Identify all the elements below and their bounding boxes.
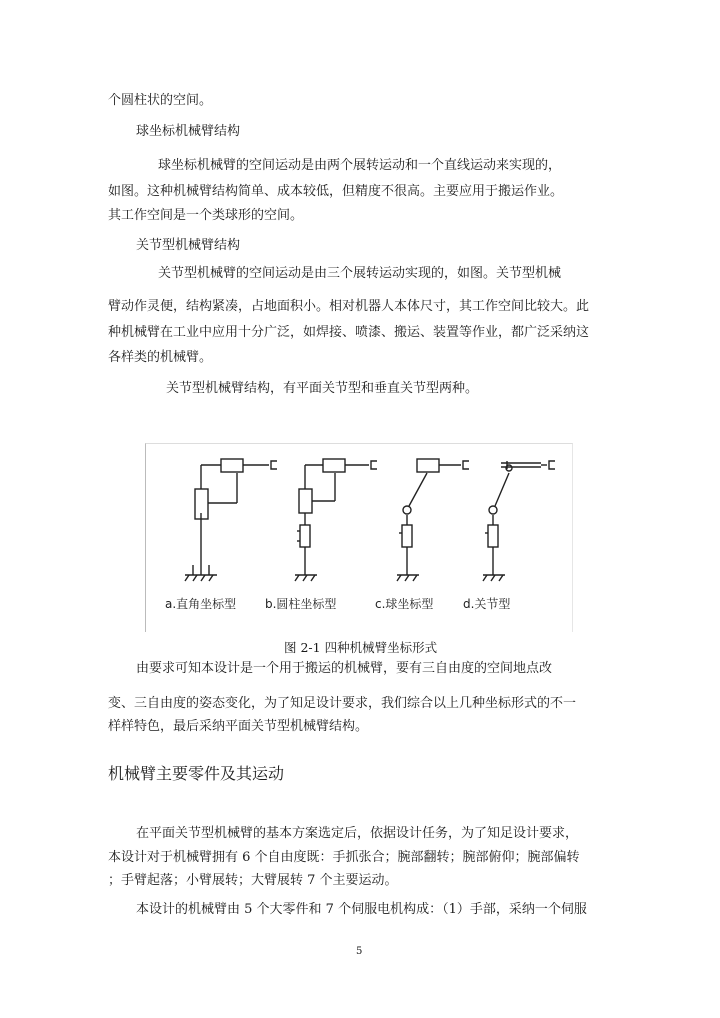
body-line: 个圆柱状的空间。 bbox=[108, 93, 213, 108]
body-line: 本设计的机械臂由 5 个大零件和 7 个伺服电机构成：（1）手部，采纳一个伺服 bbox=[136, 902, 587, 917]
body-line: 如图。这种机械臂结构简单、成本较低，但精度不很高。主要应用于搬运作业。 bbox=[108, 184, 564, 199]
cylindrical-robot-sketch bbox=[295, 459, 377, 581]
section-heading: 机械臂主要零件及其运动 bbox=[108, 764, 285, 783]
body-line: 各样类的机械臂。 bbox=[108, 350, 213, 365]
figure-label-b: b.圆柱坐标型 bbox=[265, 597, 337, 611]
body-line: 样样特色，最后采纳平面关节型机械臂结构。 bbox=[108, 719, 369, 734]
robot-arm-figure bbox=[145, 443, 571, 631]
body-line: 本设计对于机械臂拥有 6 个自由度既：手抓张合；腕部翻转；腕部俯仰；腕部偏转 bbox=[108, 850, 580, 865]
body-line: 在平面关节型机械臂的基本方案选定后，依据设计任务，为了知足设计要求， bbox=[136, 826, 579, 841]
body-line: 关节型机械臂的空间运动是由三个展转运动实现的，如图。关节型机械 bbox=[158, 266, 562, 281]
spherical-robot-sketch bbox=[397, 459, 469, 581]
body-line: ；手臂起落；小臂展转；大臂展转 7 个主要运动。 bbox=[108, 873, 398, 888]
articulated-robot-sketch bbox=[483, 461, 555, 581]
figure-caption: 图 2-1 四种机械臂坐标形式 bbox=[284, 640, 438, 655]
body-line: 变、三自由度的姿态变化，为了知足设计要求，我们综合以上几种坐标形式的不一 bbox=[108, 696, 577, 711]
figure-label-a: a.直角坐标型 bbox=[165, 597, 237, 611]
figure-label-d: d.关节型 bbox=[463, 597, 511, 611]
body-line: 由要求可知本设计是一个用于搬运的机械臂，要有三自由度的空间地点改 bbox=[136, 661, 553, 676]
figure-label-c: c.球坐标型 bbox=[375, 597, 434, 611]
subheading-spherical: 球坐标机械臂结构 bbox=[136, 124, 241, 139]
body-line: 臂动作灵便，结构紧凑，占地面积小。相对机器人本体尺寸，其工作空间比较大。此 bbox=[108, 299, 590, 314]
subheading-articulated: 关节型机械臂结构 bbox=[136, 238, 241, 253]
body-line: 种机械臂在工业中应用十分广泛，如焊接、喷漆、搬运、装置等作业，都广泛采纳这 bbox=[108, 325, 590, 340]
cartesian-robot-sketch bbox=[185, 459, 277, 581]
page-number: 5 bbox=[356, 946, 363, 957]
body-line: 其工作空间是一个类球形的空间。 bbox=[108, 208, 304, 223]
body-line: 球坐标机械臂的空间运动是由两个展转运动和一个直线运动来实现的， bbox=[158, 158, 562, 173]
body-line: 关节型机械臂结构，有平面关节型和垂直关节型两种。 bbox=[166, 381, 479, 396]
